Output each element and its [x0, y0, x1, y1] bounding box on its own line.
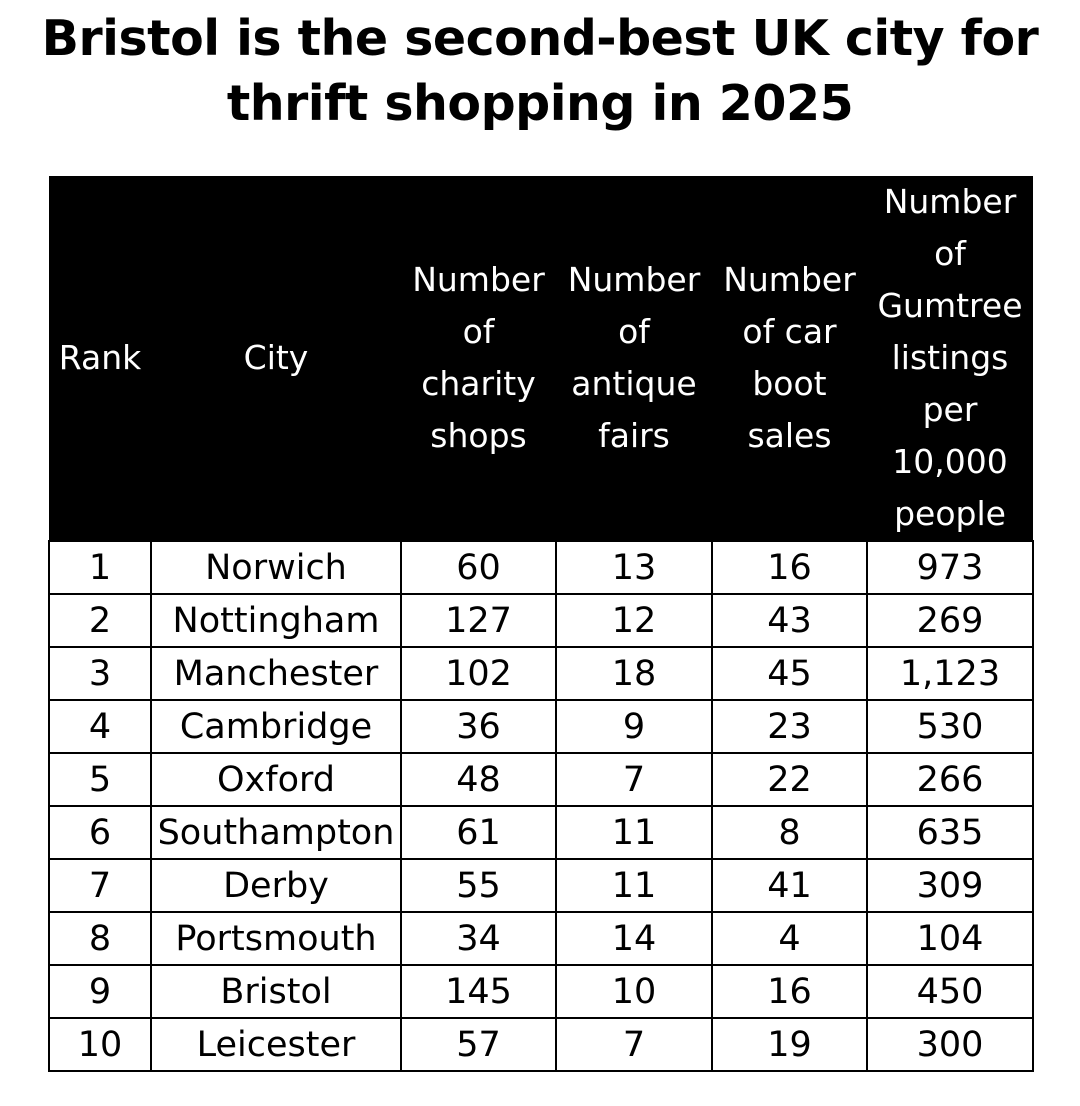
city-cell: Cambridge — [151, 700, 401, 753]
city-cell: Oxford — [151, 753, 401, 806]
city-cell: Nottingham — [151, 594, 401, 647]
city-cell: Manchester — [151, 647, 401, 700]
table-row — [49, 700, 1033, 753]
city-cell: Derby — [151, 859, 401, 912]
table-row — [49, 912, 1033, 965]
car-boot-sales-cell: 41 — [712, 859, 867, 912]
city-cell: Leicester — [151, 1018, 401, 1071]
antique-fairs-cell: 7 — [556, 753, 712, 806]
gumtree-listings-cell: 635 — [867, 806, 1033, 859]
car-boot-sales-cell: 22 — [712, 753, 867, 806]
table-row — [49, 541, 1033, 594]
rank-cell: 9 — [49, 965, 151, 1018]
table-row — [49, 965, 1033, 1018]
car-boot-sales-cell: 16 — [712, 965, 867, 1018]
charity-shops-cell: 57 — [401, 1018, 556, 1071]
gumtree-listings-cell: 973 — [867, 541, 1033, 594]
car-boot-sales-cell: 4 — [712, 912, 867, 965]
thrift-ranking-table — [48, 176, 1034, 1072]
rank-cell: 5 — [49, 753, 151, 806]
city-cell: Norwich — [151, 541, 401, 594]
charity-shops-cell: 102 — [401, 647, 556, 700]
charity-shops-cell: 145 — [401, 965, 556, 1018]
header-antique-fairs: Number of antique fairs — [556, 176, 712, 541]
table-row — [49, 1018, 1033, 1071]
antique-fairs-cell: 11 — [556, 859, 712, 912]
charity-shops-cell: 36 — [401, 700, 556, 753]
city-cell: Southampton — [151, 806, 401, 859]
car-boot-sales-cell: 16 — [712, 541, 867, 594]
header-car-boot-sales: Number of car boot sales — [712, 176, 867, 541]
header-charity-shops: Number of charity shops — [401, 176, 556, 541]
city-cell: Bristol — [151, 965, 401, 1018]
gumtree-listings-cell: 1,123 — [867, 647, 1033, 700]
table-row — [49, 806, 1033, 859]
antique-fairs-cell: 13 — [556, 541, 712, 594]
header-row — [49, 176, 1033, 541]
antique-fairs-cell: 18 — [556, 647, 712, 700]
table-row — [49, 647, 1033, 700]
table-row — [49, 594, 1033, 647]
rank-cell: 10 — [49, 1018, 151, 1071]
rank-cell: 1 — [49, 541, 151, 594]
antique-fairs-cell: 14 — [556, 912, 712, 965]
gumtree-listings-cell: 266 — [867, 753, 1033, 806]
antique-fairs-cell: 9 — [556, 700, 712, 753]
title-line-1: Bristol is the second-best UK city for — [41, 10, 1039, 67]
rank-cell: 7 — [49, 859, 151, 912]
charity-shops-cell: 60 — [401, 541, 556, 594]
header-gumtree-listings: Number of Gumtree listings per 10,000 people — [867, 176, 1033, 541]
gumtree-listings-cell: 450 — [867, 965, 1033, 1018]
gumtree-listings-cell: 530 — [867, 700, 1033, 753]
rank-cell: 8 — [49, 912, 151, 965]
charity-shops-cell: 61 — [401, 806, 556, 859]
antique-fairs-cell: 12 — [556, 594, 712, 647]
car-boot-sales-cell: 19 — [712, 1018, 867, 1071]
charity-shops-cell: 34 — [401, 912, 556, 965]
gumtree-listings-cell: 300 — [867, 1018, 1033, 1071]
gumtree-listings-cell: 309 — [867, 859, 1033, 912]
antique-fairs-cell: 11 — [556, 806, 712, 859]
header-rank: Rank — [49, 176, 151, 541]
car-boot-sales-cell: 43 — [712, 594, 867, 647]
table-row — [49, 859, 1033, 912]
page-title — [0, 6, 1080, 136]
city-cell: Portsmouth — [151, 912, 401, 965]
car-boot-sales-cell: 8 — [712, 806, 867, 859]
table-header — [49, 176, 1033, 541]
rank-cell: 4 — [49, 700, 151, 753]
car-boot-sales-cell: 23 — [712, 700, 867, 753]
car-boot-sales-cell: 45 — [712, 647, 867, 700]
charity-shops-cell: 127 — [401, 594, 556, 647]
rank-cell: 2 — [49, 594, 151, 647]
antique-fairs-cell: 7 — [556, 1018, 712, 1071]
rank-cell: 3 — [49, 647, 151, 700]
table-row — [49, 753, 1033, 806]
antique-fairs-cell: 10 — [556, 965, 712, 1018]
table-body — [49, 541, 1033, 1071]
rank-cell: 6 — [49, 806, 151, 859]
charity-shops-cell: 48 — [401, 753, 556, 806]
title-line-2: thrift shopping in 2025 — [226, 75, 854, 132]
gumtree-listings-cell: 104 — [867, 912, 1033, 965]
gumtree-listings-cell: 269 — [867, 594, 1033, 647]
charity-shops-cell: 55 — [401, 859, 556, 912]
header-city: City — [151, 176, 401, 541]
